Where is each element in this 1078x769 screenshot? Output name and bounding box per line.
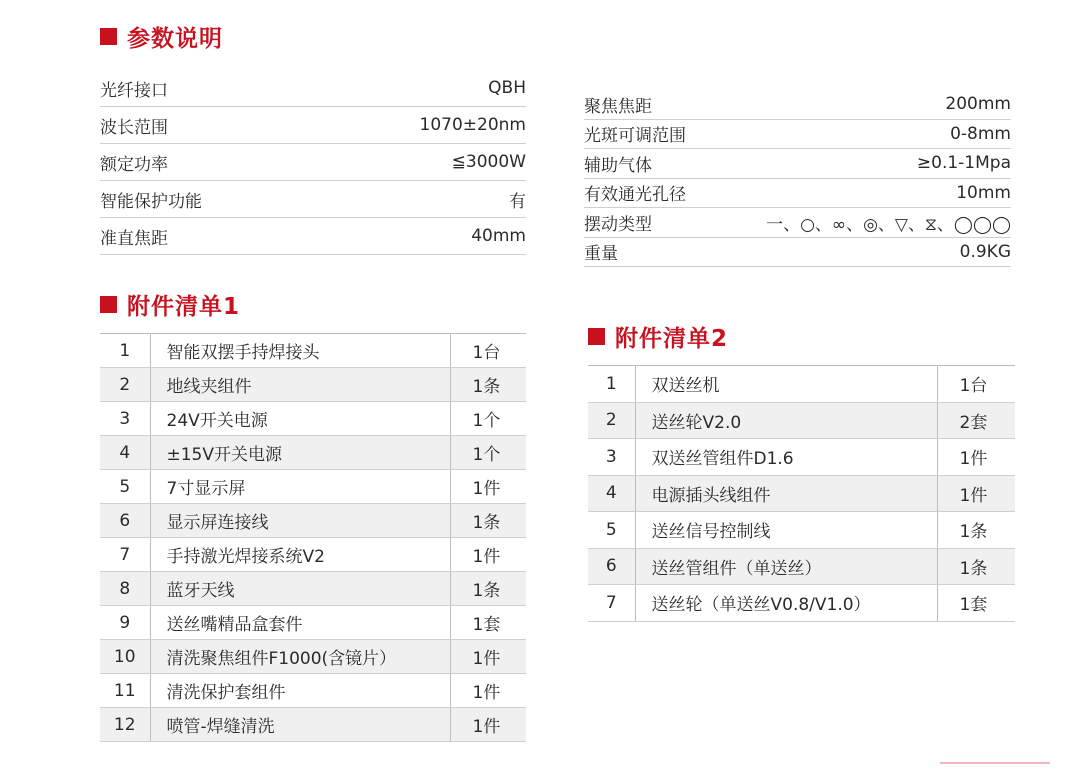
table-row — [100, 368, 526, 402]
spec-row — [100, 181, 526, 218]
item-qty: 1件 — [450, 470, 526, 504]
swing-type-symbols: 一、○、∞、◎、▽、⧖、◯◯◯ — [766, 214, 1011, 235]
table-row — [588, 512, 1015, 549]
spec-value: QBH — [488, 78, 526, 98]
item-name: 7寸显示屏 — [150, 470, 450, 504]
item-qty: 1条 — [937, 548, 1015, 585]
spec-value: 0-8mm — [950, 123, 1011, 144]
spec-label: 有效通光孔径 — [584, 185, 686, 206]
heading-square-icon — [100, 28, 117, 45]
row-number: 2 — [100, 368, 150, 402]
spec-label: 重量 — [584, 244, 618, 265]
item-name: 双送丝机 — [635, 366, 937, 403]
spec-label: 波长范围 — [100, 117, 168, 138]
row-number: 7 — [100, 538, 150, 572]
heading-square-icon — [588, 328, 605, 345]
item-name: 显示屏连接线 — [150, 504, 450, 538]
item-name: 电源插头线组件 — [635, 475, 937, 512]
table-row — [100, 470, 526, 504]
spec-value: 40mm — [471, 226, 526, 246]
spec-list-left — [100, 70, 526, 255]
item-qty: 1套 — [937, 585, 1015, 622]
item-qty: 2套 — [937, 402, 1015, 439]
spec-value: 10mm — [956, 182, 1011, 203]
row-number: 8 — [100, 572, 150, 606]
spec-list-right — [584, 90, 1011, 267]
accessories2-table — [588, 365, 1015, 622]
spec-row — [584, 238, 1011, 268]
table-row — [100, 640, 526, 674]
item-name: 24V开关电源 — [150, 402, 450, 436]
row-number: 12 — [100, 708, 150, 742]
row-number: 3 — [100, 402, 150, 436]
item-name: 手持激光焊接系统V2 — [150, 538, 450, 572]
table-row — [100, 674, 526, 708]
spec-row — [100, 218, 526, 255]
item-qty: 1件 — [450, 640, 526, 674]
item-qty: 1台 — [450, 334, 526, 368]
item-name: 送丝轮V2.0 — [635, 402, 937, 439]
table-row — [588, 439, 1015, 476]
item-name: 地线夹组件 — [150, 368, 450, 402]
row-number: 1 — [588, 366, 635, 403]
table-row — [100, 708, 526, 742]
item-name: 送丝轮（单送丝V0.8/V1.0） — [635, 585, 937, 622]
table-row — [100, 538, 526, 572]
row-number: 5 — [100, 470, 150, 504]
spec-value: 1070±20nm — [419, 115, 526, 135]
spec-row — [584, 149, 1011, 179]
table-row — [588, 548, 1015, 585]
item-name: 智能双摆手持焊接头 — [150, 334, 450, 368]
spec-row — [584, 179, 1011, 209]
spec-label: 辅助气体 — [584, 155, 652, 176]
item-qty: 1条 — [450, 572, 526, 606]
table-row — [100, 504, 526, 538]
item-qty: 1个 — [450, 436, 526, 470]
accessories1-heading-text: 附件清单1 — [127, 294, 241, 320]
item-name: 清洗聚焦组件F1000(含镜片） — [150, 640, 450, 674]
accessories1-heading — [100, 288, 240, 321]
item-qty: 1条 — [937, 512, 1015, 549]
accessories1-table — [100, 333, 526, 742]
item-qty: 1条 — [450, 368, 526, 402]
row-number: 10 — [100, 640, 150, 674]
item-name: 蓝牙天线 — [150, 572, 450, 606]
item-name: 喷管-焊缝清洗 — [150, 708, 450, 742]
item-qty: 1件 — [450, 538, 526, 572]
spec-label: 光纤接口 — [100, 80, 168, 101]
row-number: 5 — [588, 512, 635, 549]
accessories2-heading — [588, 320, 728, 353]
params-heading — [100, 20, 223, 53]
row-number: 9 — [100, 606, 150, 640]
spec-label: 聚焦焦距 — [584, 96, 652, 117]
item-name: 送丝嘴精品盒套件 — [150, 606, 450, 640]
accessories2-heading-text: 附件清单2 — [615, 326, 729, 352]
item-qty: 1件 — [450, 674, 526, 708]
spec-value: 200mm — [945, 94, 1011, 115]
row-number: 6 — [100, 504, 150, 538]
spec-row — [100, 144, 526, 181]
table-row — [588, 366, 1015, 403]
footer-accent-line — [940, 762, 1050, 764]
item-qty: 1件 — [937, 439, 1015, 476]
row-number: 2 — [588, 402, 635, 439]
table-row — [588, 585, 1015, 622]
item-name: 送丝管组件（单送丝） — [635, 548, 937, 585]
item-qty: 1台 — [937, 366, 1015, 403]
spec-value: ≥0.1-1Mpa — [916, 153, 1011, 174]
item-qty: 1套 — [450, 606, 526, 640]
row-number: 11 — [100, 674, 150, 708]
row-number: 7 — [588, 585, 635, 622]
heading-square-icon — [100, 296, 117, 313]
spec-row — [584, 90, 1011, 120]
table-row — [100, 334, 526, 368]
table-row — [100, 436, 526, 470]
spec-row — [584, 208, 1011, 238]
spec-row — [584, 120, 1011, 150]
item-qty: 1个 — [450, 402, 526, 436]
item-name: 双送丝管组件D1.6 — [635, 439, 937, 476]
item-name: ±15V开关电源 — [150, 436, 450, 470]
item-name: 送丝信号控制线 — [635, 512, 937, 549]
item-qty: 1条 — [450, 504, 526, 538]
spec-value: ≦3000W — [451, 152, 526, 172]
spec-label: 摆动类型 — [584, 214, 652, 235]
table-row — [588, 402, 1015, 439]
row-number: 6 — [588, 548, 635, 585]
spec-value: 有 — [509, 191, 526, 212]
item-qty: 1件 — [450, 708, 526, 742]
spec-row — [100, 107, 526, 144]
spec-label: 额定功率 — [100, 154, 168, 175]
table-row — [588, 475, 1015, 512]
row-number: 4 — [588, 475, 635, 512]
spec-label: 光斑可调范围 — [584, 126, 686, 147]
params-heading-text: 参数说明 — [127, 26, 223, 52]
row-number: 4 — [100, 436, 150, 470]
item-name: 清洗保护套组件 — [150, 674, 450, 708]
spec-label: 智能保护功能 — [100, 191, 202, 212]
table-row — [100, 572, 526, 606]
row-number: 1 — [100, 334, 150, 368]
spec-value: 0.9KG — [959, 241, 1011, 262]
table-row — [100, 606, 526, 640]
item-qty: 1件 — [937, 475, 1015, 512]
table-row — [100, 402, 526, 436]
spec-row — [100, 70, 526, 107]
row-number: 3 — [588, 439, 635, 476]
spec-label: 准直焦距 — [100, 228, 168, 249]
